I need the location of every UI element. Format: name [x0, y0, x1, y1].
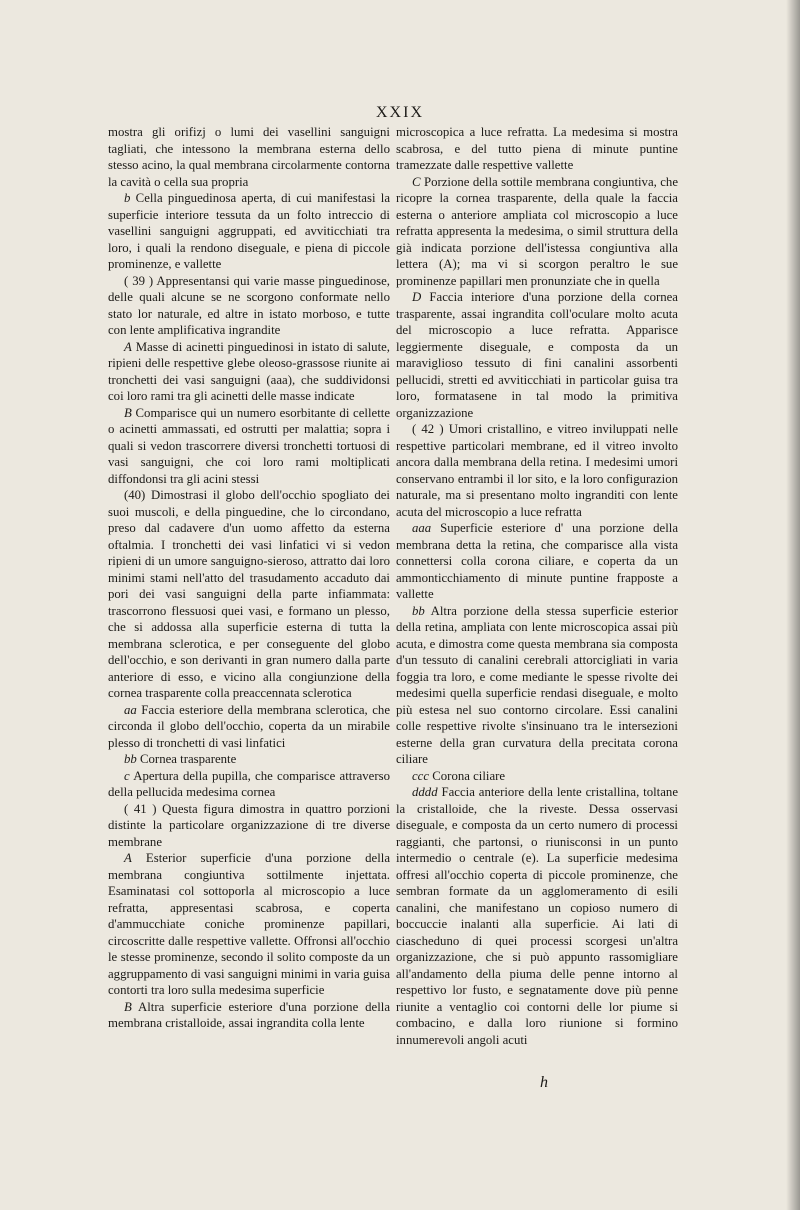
paragraph-text: Faccia interiore d'una porzione della cornea trasparente, assai ingrandita coll'oculare molto acuta del microscopio a luce refratta. Apparisce leggiermente diseguale, e composta da un maraviglioso tessuto di fini canalini assorbenti pellucidi, stretti ed avviticchiati in particolar guisa tra loro, formatasene in tal modo la primitiva organizzazione — [396, 290, 678, 420]
paragraph-text: Corona ciliare — [429, 768, 506, 783]
paragraph-text: ( 42 ) Umori cristallino, e vitreo inviluppati nelle respettive particolari membrane, ed il vitreo involto ancora dalla membrana della retina. I medesimi umori conservano entrambi il lor sito, e la loro configurazion naturale, ma si presentano molto ingranditi con lente acuta del microscopio a luce refratta — [396, 422, 678, 519]
paragraph — [396, 520, 678, 603]
paragraph-text: Faccia esteriore della membrana sclerotica, che circonda il globo dell'occhio, coperta da un mirabile plesso di tronchetti di vasi linfatici — [108, 702, 390, 750]
paragraph — [108, 702, 390, 752]
left-column — [108, 124, 390, 1032]
page-number: XXIX — [376, 104, 424, 121]
figure-letter-label: bb — [412, 603, 425, 618]
paragraph-text: Esterior superficie d'una porzione della membrana congiuntiva sottilmente injettata. Esaminatasi col sottoporla al microscopio a luce refratta, appresentasi scabrosa, e coperta d'ammucchiate coniche prominenze papillari, circoscritte dalle respettive vallette. Offronsi all'occhio le stesse prominenze, secondo il solito composte da un aggruppamento di vasi sanguigni minimi in varia guisa contorti tra loro sulla medesima superficie — [108, 851, 390, 997]
figure-letter-label: aa — [124, 702, 137, 717]
paragraph — [108, 850, 390, 999]
paragraph-text: Cella pinguedinosa aperta, di cui manifestasi la superficie interiore tessuta da un folto intreccio di vasellini sanguigni aggruppati, ed avviticchiati tra loro, i quali la rendono diseguale, e piena di piccole prominenze, e vallette — [108, 191, 390, 271]
paragraph — [396, 768, 678, 785]
paragraph — [108, 339, 390, 405]
figure-letter-label: c — [124, 768, 130, 783]
paragraph — [108, 405, 390, 488]
paragraph — [108, 999, 390, 1032]
paragraph-text: Masse di acinetti pinguedinosi in istato di salute, ripieni delle respettive glebe oleoso-grassose riunite ai tronchetti dei vasi sanguigni (aaa), che suddividonsi coi loro rami tra gli acinetti delle masse indicate — [108, 339, 390, 403]
paragraph — [396, 124, 678, 174]
paragraph-text: Superficie esteriore d' una porzione della membrana detta la retina, che comparisce alla vista connettersi colla corona ciliare, e coperta da un ammonticchiamento di minute puntine frapposte a vallette — [396, 521, 678, 601]
figure-letter-label: ccc — [412, 768, 430, 783]
figure-letter-label: bb — [124, 752, 137, 766]
figure-letter-label: dddd — [412, 785, 438, 799]
paragraph — [396, 421, 678, 520]
paragraph — [108, 801, 390, 851]
paragraph — [396, 174, 678, 290]
paragraph — [396, 784, 678, 1048]
paragraph — [108, 768, 390, 801]
paragraph-text: microscopica a luce refratta. La medesima si mostra scabrosa, e del tutto piena di minute puntine tramezzate dalle respettive vallette — [396, 125, 678, 172]
figure-letter-label: B — [124, 999, 132, 1014]
paragraph-text: Comparisce qui un numero esorbitante di cellette o acinetti ammassati, ed ostrutti per malattia; sopra i quali si vedon trascorrere diversi tronchetti tortuosi di vasi sanguigni, che coi loro rami moltiplicati diffondonsi tra gli acini stessi — [108, 405, 390, 486]
paragraph — [108, 124, 390, 190]
paragraph-text: Porzione della sottile membrana congiuntiva, che ricopre la cornea trasparente, della quale la faccia esterna o anteriore ampliata col microscopio a luce refratta appresenta la medesima, o simil struttura della già indicata porzione dell'istessa congiuntiva alla lettera (A); ma vi si scorgon peraltro le sue prominenze papillari men pronunziate che in quella — [396, 174, 678, 288]
signature-mark: h — [540, 1074, 548, 1091]
paragraph-text: Apertura della pupilla, che comparisce attraverso della pellucida medesima cornea — [108, 768, 390, 799]
page-edge-shadow — [786, 0, 800, 1210]
paragraph — [108, 273, 390, 339]
paragraph — [396, 289, 678, 421]
paragraph-text: Altra superficie esteriore d'una porzione della membrana cristalloide, assai ingrandita colla lente — [108, 999, 390, 1030]
paragraph-text: Altra porzione della stessa superficie esterior della retina, ampliata con lente microscopica assai più acuta, e dimostra come questa membrana sia composta d'un tessuto di canalini cerebrali attorcigliati in varia foggia tra loro, e come mediante le spesse rivolte dei medesimi quella superficie rendasi diseguale, e molto più estesa nel suo contorno circolare. Essi canalini colle respettive rivolte s'insinuano tra le intersezioni esterne della gran curvatura della precitata corona ciliare — [396, 603, 678, 766]
figure-letter-label: B — [124, 405, 132, 420]
paragraph — [396, 603, 678, 768]
paragraph-text: ( 41 ) Questa figura dimostra in quattro porzioni distinte la particolare organizzazione di tre diverse membrane — [108, 801, 390, 849]
paragraph-text: ( 39 ) Appresentansi qui varie masse pinguedinose, delle quali alcune se ne scorgono conformate nello stato lor naturale, ed altre in istato morboso, e tutte con lente amplificativa ingrandite — [108, 273, 390, 337]
paragraph-text: Cornea trasparente — [136, 752, 237, 766]
figure-letter-label: b — [124, 191, 131, 205]
paragraph — [108, 751, 390, 768]
paragraph-text: Faccia anteriore della lente cristallina, toltane la cristalloide, che la riveste. Dessa osservasi diseguale, e composta da un certo numero di processi raggianti, che partonsi, o riunisconsi in un punto intermedio o centrale (e). La superficie medesima offresi all'occhio coperta di piccole prominenze, che sembran formate da un agglomeramento di esili canalini, che manifestano un copioso numero di boccuccie inalanti alla superficie. Ai lati di ciascheduno di quei processi scorgesi un'altra organizzazione, che si può appunto rassomigliare all'andamento della piuma delle penne intorno al respettivo lor fusto, e segnatamente dove più penne riunite a ventaglio coi contorni delle lor piume si combacino, e dalla loro riunione si formino innumerevoli angoli acuti — [396, 785, 678, 1047]
paragraph — [108, 487, 390, 702]
figure-letter-label: A — [124, 339, 132, 354]
figure-letter-label: aaa — [412, 521, 432, 535]
figure-letter-label: D — [412, 290, 422, 304]
figure-letter-label: C — [412, 174, 421, 189]
paragraph-text: (40) Dimostrasi il globo dell'occhio spogliato dei suoi muscoli, e della pinguedine, che lo circondano, preso dal cadavere d'un uomo affetto da esterna oftalmia. I tronchetti dei vasi linfatici vi si vedon ripieni di un umore sanguigno-sieroso, attratto dai loro minimi stami nell'atto del trasudamento accaduto dai pori dei vasi sanguigni della parte infiammata: trascorrono flessuosi quei vasi, e formano un plesso, che si addossa alla superficie esterna di tutta la membrana sclerotica, e per conseguente del globo dell'occhio, e son derivanti in gran numero dalla parte anteriore di esso, e vicino alla congiunzione della cornea trasparente colla preaccennata sclerotica — [108, 488, 390, 700]
paragraph — [108, 190, 390, 273]
paragraph-text: mostra gli orifizj o lumi dei vasellini sanguigni tagliati, che intessono la membrana esterna dello stesso acino, la qual membrana circolarmente contorna la cavità o cella sua propria — [108, 125, 390, 189]
figure-letter-label: A — [124, 851, 132, 865]
right-column — [396, 124, 678, 1048]
